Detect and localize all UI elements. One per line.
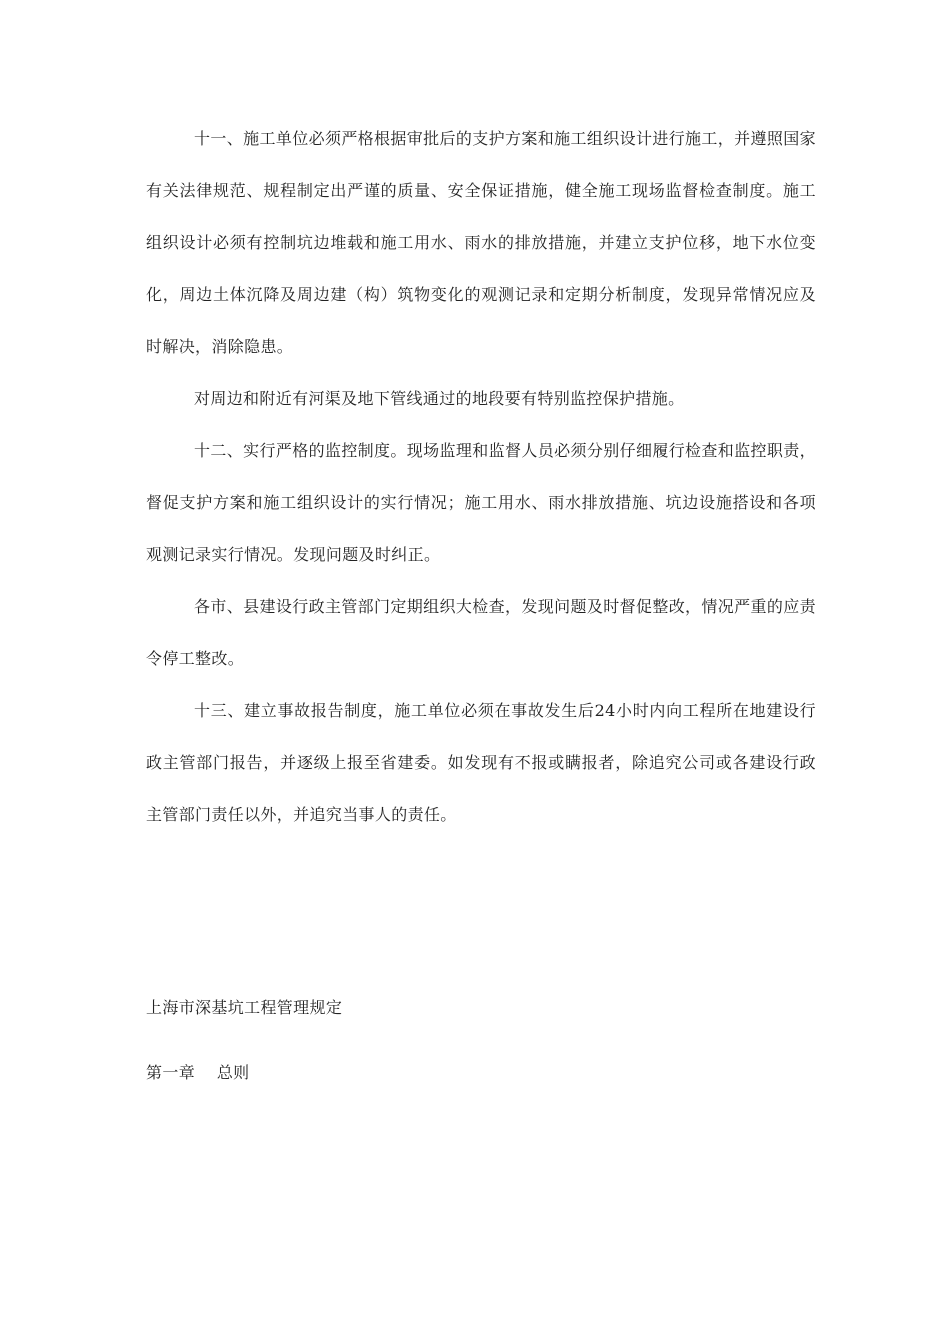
paragraph-article-13: 十三、建立事故报告制度，施工单位必须在事故发生后24小时内向工程所在地建设行政主管部门报告，并逐级上报至省建委。如发现有不报或瞒报者，除追究公司或各建设行政主管部门责任以外，并追究当事人的责任。 [146, 701, 816, 824]
paragraph-inspection: 各市、县建设行政主管部门定期组织大检查，发现问题及时督促整改，情况严重的应责令停工整改。 [146, 597, 816, 668]
chapter-heading: 第一章 总则 [146, 1063, 250, 1082]
regulation-title: 上海市深基坑工程管理规定 [146, 998, 343, 1017]
paragraph-river-monitoring: 对周边和附近有河渠及地下管线通过的地段要有特别监控保护措施。 [194, 389, 685, 408]
paragraph-article-11: 十一、施工单位必须严格根据审批后的支护方案和施工组织设计进行施工，并遵照国家有关法律规范、规程制定出严谨的质量、安全保证措施，健全施工现场监督检查制度。施工组织设计必须有控制坑边堆载和施工用水、雨水的排放措施，并建立支护位移，地下水位变化，周边土体沉降及周边建（构）筑物变化的观测记录和定期分析制度，发现异常情况应及时解决，消除隐患。 [146, 129, 816, 356]
paragraph-article-12: 十二、实行严格的监控制度。现场监理和监督人员必须分别仔细履行检查和监控职责，督促支护方案和施工组织设计的实行情况；施工用水、雨水排放措施、坑边设施搭设和各项观测记录实行情况。发现问题及时纠正。 [146, 441, 816, 564]
